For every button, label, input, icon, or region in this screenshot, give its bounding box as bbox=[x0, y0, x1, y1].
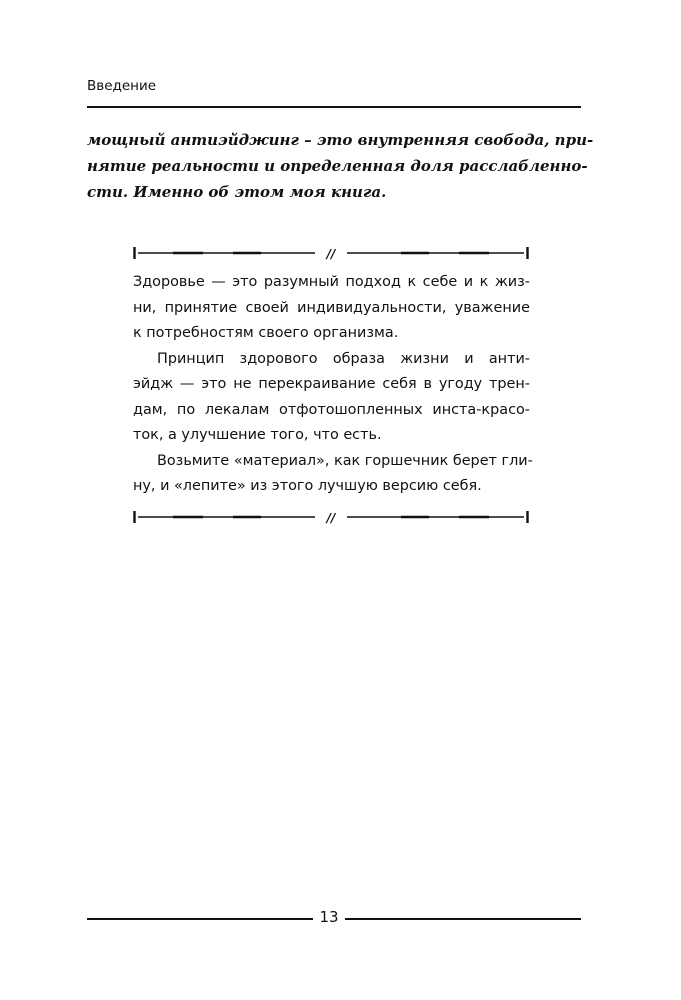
ornament-divider-graphic bbox=[133, 510, 529, 524]
ornament-divider-graphic bbox=[133, 246, 529, 260]
lead-line: нятие реальности и определенная доля расслабленно- bbox=[87, 157, 588, 175]
body-text bbox=[133, 270, 533, 500]
ornament-divider-top bbox=[133, 246, 529, 260]
body-line: ну, и «лепите» из этого лучшую версию себя. bbox=[133, 478, 482, 494]
body-line: дам, по лекалам отфотошопленных инста-красо- bbox=[133, 401, 530, 418]
page-number: 13 bbox=[319, 908, 339, 926]
footer-rule-left bbox=[87, 918, 313, 920]
body-line: ни, принятие своей индивидуальности, уважение bbox=[133, 299, 530, 316]
body-paragraph bbox=[133, 347, 530, 449]
lead-paragraph bbox=[87, 127, 594, 205]
body-line: к потребностям своего организма. bbox=[133, 325, 399, 341]
ornament-divider-bottom bbox=[133, 510, 529, 524]
running-header-title: Введение bbox=[87, 78, 157, 94]
body-line: Принцип здорового образа жизни и анти- bbox=[157, 350, 530, 367]
body-line: Здоровье — это разумный подход к себе и к жиз- bbox=[133, 274, 530, 290]
lead-line: мощный антиэйджинг – это внутренняя свобода, при- bbox=[87, 131, 594, 149]
divider-mark: // bbox=[326, 511, 336, 524]
footer-rule-right bbox=[345, 918, 581, 920]
header-rule bbox=[87, 106, 581, 108]
lead-line: сти. Именно об этом моя книга. bbox=[87, 183, 387, 201]
body-line: ток, а улучшение того, что есть. bbox=[133, 427, 382, 443]
body-paragraph bbox=[133, 449, 533, 500]
body-line: Возьмите «материал», как горшечник берет гли- bbox=[157, 452, 533, 469]
divider-mark: // bbox=[326, 247, 336, 260]
body-paragraph bbox=[133, 270, 530, 347]
body-line: эйдж — это не перекраивание себя в угоду трен- bbox=[133, 376, 530, 392]
